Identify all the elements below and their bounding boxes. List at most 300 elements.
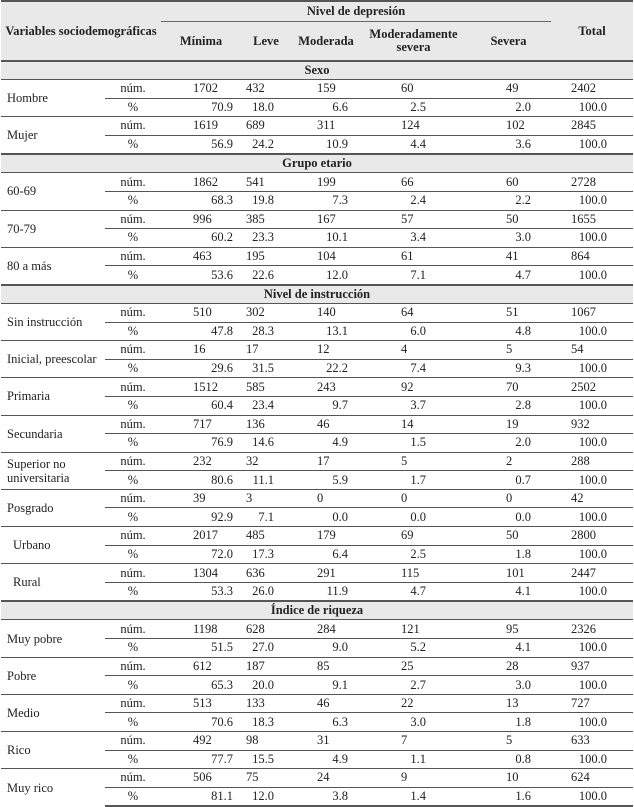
cell-pct: 10.9 [291, 135, 361, 154]
cell-pct: 60.2 [161, 229, 241, 248]
unit-label: % [105, 434, 161, 453]
cell-pct: 60.4 [161, 396, 241, 415]
section-title: Índice de riqueza [1, 601, 633, 620]
cell-num: 624 [551, 769, 633, 788]
cell-pct: 22.6 [241, 266, 291, 285]
cell-num: 199 [291, 173, 361, 192]
cell-num: 1067 [551, 303, 633, 322]
unit-label: % [105, 191, 161, 210]
row-label: 70-79 [1, 210, 105, 247]
cell-num: 0 [361, 489, 466, 508]
cell-pct: 11.1 [241, 471, 291, 490]
cell-pct: 13.1 [291, 322, 361, 341]
cell-num: 996 [161, 210, 241, 229]
cell-num: 179 [291, 527, 361, 546]
cell-num: 16 [161, 341, 241, 360]
cell-num: 28 [466, 657, 551, 676]
cell-num: 46 [291, 415, 361, 434]
unit-label: % [105, 98, 161, 117]
unit-label: % [105, 508, 161, 527]
cell-pct: 5.2 [361, 639, 466, 658]
cell-num: 69 [361, 527, 466, 546]
cell-pct: 4.7 [361, 582, 466, 601]
table-row-num [1, 452, 633, 471]
cell-num: 5 [466, 732, 551, 751]
cell-num: 57 [361, 210, 466, 229]
table-row-num [1, 210, 633, 229]
cell-num: 101 [466, 564, 551, 583]
cell-pct: 68.3 [161, 191, 241, 210]
cell-pct: 31.5 [241, 359, 291, 378]
table-row-num [1, 247, 633, 266]
cell-pct: 100.0 [551, 582, 633, 601]
unit-label: % [105, 322, 161, 341]
row-label: 80 a más [1, 247, 105, 285]
cell-pct: 100.0 [551, 545, 633, 564]
cell-pct: 2.8 [466, 396, 551, 415]
cell-num: 5 [361, 452, 466, 471]
cell-num: 284 [291, 620, 361, 639]
cell-pct: 0.0 [466, 508, 551, 527]
cell-num: 42 [551, 489, 633, 508]
unit-label: % [105, 713, 161, 732]
cell-num: 51 [466, 303, 551, 322]
unit-label: núm. [105, 378, 161, 397]
cell-num: 2017 [161, 527, 241, 546]
cell-pct: 100.0 [551, 750, 633, 769]
cell-num: 50 [466, 527, 551, 546]
cell-pct: 100.0 [551, 676, 633, 695]
cell-pct: 7.1 [361, 266, 466, 285]
header-moderada: Moderada [291, 22, 361, 62]
unit-label: núm. [105, 489, 161, 508]
cell-pct: 24.2 [241, 135, 291, 154]
cell-pct: 20.0 [241, 676, 291, 695]
unit-label: núm. [105, 247, 161, 266]
row-label: Medio [1, 694, 105, 731]
unit-label: % [105, 750, 161, 769]
unit-label: núm. [105, 210, 161, 229]
cell-pct: 18.0 [241, 98, 291, 117]
row-label: Secundaria [1, 415, 105, 452]
cell-num: 60 [466, 173, 551, 192]
cell-pct: 100.0 [551, 508, 633, 527]
cell-pct: 2.7 [361, 676, 466, 695]
cell-pct: 100.0 [551, 266, 633, 285]
row-label: Primaria [1, 378, 105, 415]
cell-num: 291 [291, 564, 361, 583]
header-moderadamente-severa: Moderadamente severa [361, 22, 466, 62]
cell-num: 104 [291, 247, 361, 266]
cell-num: 98 [241, 732, 291, 751]
table-row-num [1, 489, 633, 508]
cell-pct: 15.5 [241, 750, 291, 769]
cell-num: 2845 [551, 117, 633, 136]
table-row-num [1, 341, 633, 360]
table-row-num [1, 378, 633, 397]
cell-num: 1304 [161, 564, 241, 583]
cell-num: 17 [291, 452, 361, 471]
header-variables: Variables sociodemográficas [1, 1, 161, 61]
table-row-num [1, 732, 633, 751]
cell-num: 510 [161, 303, 241, 322]
row-label: Inicial, preescolar [1, 341, 105, 378]
cell-pct: 51.5 [161, 639, 241, 658]
cell-num: 49 [466, 80, 551, 99]
section-title: Sexo [1, 61, 633, 80]
cell-pct: 11.9 [291, 582, 361, 601]
unit-label: % [105, 266, 161, 285]
cell-pct: 3.7 [361, 396, 466, 415]
cell-num: 64 [361, 303, 466, 322]
cell-pct: 4.1 [466, 582, 551, 601]
cell-num: 140 [291, 303, 361, 322]
cell-pct: 4.7 [466, 266, 551, 285]
cell-num: 24 [291, 769, 361, 788]
cell-pct: 77.7 [161, 750, 241, 769]
cell-pct: 2.5 [361, 545, 466, 564]
cell-pct: 10.1 [291, 229, 361, 248]
cell-pct: 4.9 [291, 434, 361, 453]
cell-num: 232 [161, 452, 241, 471]
cell-pct: 7.4 [361, 359, 466, 378]
cell-num: 432 [241, 80, 291, 99]
cell-num: 3 [241, 489, 291, 508]
table-row-num [1, 80, 633, 99]
section-header-row [1, 285, 633, 304]
cell-pct: 1.8 [466, 713, 551, 732]
cell-num: 46 [291, 694, 361, 713]
cell-num: 243 [291, 378, 361, 397]
unit-label: núm. [105, 415, 161, 434]
cell-pct: 4.1 [466, 639, 551, 658]
cell-pct: 70.9 [161, 98, 241, 117]
cell-pct: 1.8 [466, 545, 551, 564]
cell-num: 937 [551, 657, 633, 676]
cell-num: 22 [361, 694, 466, 713]
cell-num: 195 [241, 247, 291, 266]
cell-num: 689 [241, 117, 291, 136]
cell-pct: 72.0 [161, 545, 241, 564]
cell-pct: 3.0 [361, 713, 466, 732]
cell-num: 25 [361, 657, 466, 676]
cell-pct: 9.7 [291, 396, 361, 415]
cell-pct: 4.8 [466, 322, 551, 341]
cell-pct: 2.0 [466, 434, 551, 453]
table-row-num [1, 694, 633, 713]
cell-num: 133 [241, 694, 291, 713]
header-leve: Leve [241, 22, 291, 62]
table-body [1, 61, 633, 806]
cell-pct: 4.9 [291, 750, 361, 769]
cell-pct: 100.0 [551, 639, 633, 658]
cell-pct: 70.6 [161, 713, 241, 732]
cell-num: 717 [161, 415, 241, 434]
cell-num: 66 [361, 173, 466, 192]
cell-pct: 0.0 [361, 508, 466, 527]
cell-pct: 1.7 [361, 471, 466, 490]
cell-pct: 100.0 [551, 713, 633, 732]
cell-num: 1862 [161, 173, 241, 192]
cell-pct: 4.4 [361, 135, 466, 154]
unit-label: núm. [105, 80, 161, 99]
cell-pct: 12.0 [241, 787, 291, 806]
cell-pct: 65.3 [161, 676, 241, 695]
cell-pct: 0.0 [291, 508, 361, 527]
cell-pct: 100.0 [551, 471, 633, 490]
cell-pct: 9.1 [291, 676, 361, 695]
cell-pct: 0.8 [466, 750, 551, 769]
cell-num: 0 [466, 489, 551, 508]
cell-num: 311 [291, 117, 361, 136]
unit-label: núm. [105, 452, 161, 471]
cell-num: 17 [241, 341, 291, 360]
cell-pct: 6.0 [361, 322, 466, 341]
unit-label: núm. [105, 173, 161, 192]
cell-pct: 100.0 [551, 191, 633, 210]
row-label: Posgrado [1, 489, 105, 526]
cell-num: 2402 [551, 80, 633, 99]
cell-num: 2 [466, 452, 551, 471]
cell-pct: 1.6 [466, 787, 551, 806]
cell-num: 2800 [551, 527, 633, 546]
cell-num: 506 [161, 769, 241, 788]
cell-num: 2447 [551, 564, 633, 583]
row-label: Hombre [1, 80, 105, 117]
cell-pct: 3.8 [291, 787, 361, 806]
cell-num: 288 [551, 452, 633, 471]
cell-num: 102 [466, 117, 551, 136]
cell-pct: 53.3 [161, 582, 241, 601]
cell-pct: 1.1 [361, 750, 466, 769]
cell-pct: 6.6 [291, 98, 361, 117]
row-label: Muy rico [1, 769, 105, 807]
cell-pct: 26.0 [241, 582, 291, 601]
cell-num: 12 [291, 341, 361, 360]
cell-pct: 6.4 [291, 545, 361, 564]
cell-num: 463 [161, 247, 241, 266]
cell-num: 13 [466, 694, 551, 713]
cell-num: 385 [241, 210, 291, 229]
unit-label: núm. [105, 769, 161, 788]
cell-num: 41 [466, 247, 551, 266]
section-header-row [1, 61, 633, 80]
cell-num: 1512 [161, 378, 241, 397]
cell-pct: 100.0 [551, 787, 633, 806]
unit-label: % [105, 787, 161, 806]
cell-pct: 2.5 [361, 98, 466, 117]
cell-num: 612 [161, 657, 241, 676]
cell-num: 5 [466, 341, 551, 360]
cell-num: 39 [161, 489, 241, 508]
table-row-num [1, 173, 633, 192]
unit-label: núm. [105, 732, 161, 751]
unit-label: núm. [105, 694, 161, 713]
cell-num: 31 [291, 732, 361, 751]
cell-pct: 12.0 [291, 266, 361, 285]
unit-label: % [105, 639, 161, 658]
cell-pct: 3.0 [466, 676, 551, 695]
row-label: Muy pobre [1, 620, 105, 657]
cell-num: 628 [241, 620, 291, 639]
row-label: 60-69 [1, 173, 105, 210]
cell-num: 136 [241, 415, 291, 434]
cell-pct: 100.0 [551, 135, 633, 154]
table-row-num [1, 303, 633, 322]
cell-pct: 2.0 [466, 98, 551, 117]
unit-label: % [105, 582, 161, 601]
unit-label: núm. [105, 303, 161, 322]
cell-pct: 17.3 [241, 545, 291, 564]
cell-num: 10 [466, 769, 551, 788]
unit-label: % [105, 676, 161, 695]
section-header-row [1, 601, 633, 620]
unit-label: % [105, 229, 161, 248]
section-header-row [1, 154, 633, 173]
cell-num: 541 [241, 173, 291, 192]
cell-num: 60 [361, 80, 466, 99]
cell-num: 4 [361, 341, 466, 360]
cell-pct: 6.3 [291, 713, 361, 732]
cell-num: 7 [361, 732, 466, 751]
header-nivel-depresion: Nivel de depresión [161, 1, 551, 22]
cell-pct: 100.0 [551, 98, 633, 117]
row-label: Mujer [1, 117, 105, 155]
cell-pct: 80.6 [161, 471, 241, 490]
cell-pct: 23.3 [241, 229, 291, 248]
cell-pct: 47.8 [161, 322, 241, 341]
cell-pct: 2.4 [361, 191, 466, 210]
cell-num: 1619 [161, 117, 241, 136]
cell-num: 167 [291, 210, 361, 229]
cell-num: 70 [466, 378, 551, 397]
cell-num: 302 [241, 303, 291, 322]
cell-pct: 9.3 [466, 359, 551, 378]
cell-num: 121 [361, 620, 466, 639]
section-title: Grupo etario [1, 154, 633, 173]
unit-label: % [105, 545, 161, 564]
unit-label: núm. [105, 620, 161, 639]
cell-pct: 7.3 [291, 191, 361, 210]
cell-pct: 27.0 [241, 639, 291, 658]
cell-num: 636 [241, 564, 291, 583]
table-row-num [1, 117, 633, 136]
cell-pct: 19.8 [241, 191, 291, 210]
cell-pct: 76.9 [161, 434, 241, 453]
cell-num: 9 [361, 769, 466, 788]
cell-num: 932 [551, 415, 633, 434]
cell-pct: 9.0 [291, 639, 361, 658]
table-row-num [1, 620, 633, 639]
cell-pct: 92.9 [161, 508, 241, 527]
unit-label: núm. [105, 657, 161, 676]
cell-num: 1702 [161, 80, 241, 99]
table-row-num [1, 527, 633, 546]
unit-label: núm. [105, 117, 161, 136]
table-row-num [1, 564, 633, 583]
cell-num: 95 [466, 620, 551, 639]
header-minima: Mínima [161, 22, 241, 62]
cell-pct: 18.3 [241, 713, 291, 732]
cell-pct: 2.2 [466, 191, 551, 210]
cell-pct: 1.5 [361, 434, 466, 453]
row-label: Pobre [1, 657, 105, 694]
unit-label: % [105, 471, 161, 490]
cell-num: 75 [241, 769, 291, 788]
cell-pct: 100.0 [551, 359, 633, 378]
cell-num: 0 [291, 489, 361, 508]
unit-label: núm. [105, 564, 161, 583]
header-severa: Severa [466, 22, 551, 62]
cell-pct: 14.6 [241, 434, 291, 453]
cell-num: 19 [466, 415, 551, 434]
unit-label: % [105, 135, 161, 154]
section-title: Nivel de instrucción [1, 285, 633, 304]
cell-pct: 81.1 [161, 787, 241, 806]
cell-num: 115 [361, 564, 466, 583]
cell-pct: 23.4 [241, 396, 291, 415]
cell-num: 1655 [551, 210, 633, 229]
depression-sociodemographic-table [1, 0, 633, 807]
cell-pct: 3.6 [466, 135, 551, 154]
cell-num: 85 [291, 657, 361, 676]
table-row-num [1, 657, 633, 676]
cell-pct: 100.0 [551, 396, 633, 415]
cell-num: 2326 [551, 620, 633, 639]
row-label: Rico [1, 732, 105, 769]
cell-num: 492 [161, 732, 241, 751]
unit-label: núm. [105, 341, 161, 360]
cell-num: 14 [361, 415, 466, 434]
cell-num: 159 [291, 80, 361, 99]
cell-pct: 22.2 [291, 359, 361, 378]
cell-pct: 3.0 [466, 229, 551, 248]
cell-pct: 100.0 [551, 229, 633, 248]
cell-num: 513 [161, 694, 241, 713]
row-label: Superior no universitaria [1, 452, 105, 489]
cell-num: 50 [466, 210, 551, 229]
cell-num: 32 [241, 452, 291, 471]
cell-num: 61 [361, 247, 466, 266]
cell-pct: 56.9 [161, 135, 241, 154]
table-row-num [1, 769, 633, 788]
cell-num: 2728 [551, 173, 633, 192]
cell-pct: 1.4 [361, 787, 466, 806]
cell-pct: 0.7 [466, 471, 551, 490]
cell-num: 864 [551, 247, 633, 266]
cell-num: 727 [551, 694, 633, 713]
header-total: Total [551, 1, 633, 61]
cell-pct: 28.3 [241, 322, 291, 341]
cell-num: 633 [551, 732, 633, 751]
cell-num: 92 [361, 378, 466, 397]
unit-label: % [105, 359, 161, 378]
unit-label: núm. [105, 527, 161, 546]
cell-num: 124 [361, 117, 466, 136]
cell-pct: 100.0 [551, 434, 633, 453]
cell-pct: 5.9 [291, 471, 361, 490]
cell-pct: 53.6 [161, 266, 241, 285]
cell-num: 585 [241, 378, 291, 397]
row-label: Rural [1, 564, 105, 602]
cell-num: 187 [241, 657, 291, 676]
cell-pct: 3.4 [361, 229, 466, 248]
cell-num: 2502 [551, 378, 633, 397]
cell-num: 485 [241, 527, 291, 546]
cell-pct: 7.1 [241, 508, 291, 527]
cell-num: 1198 [161, 620, 241, 639]
cell-pct: 29.6 [161, 359, 241, 378]
